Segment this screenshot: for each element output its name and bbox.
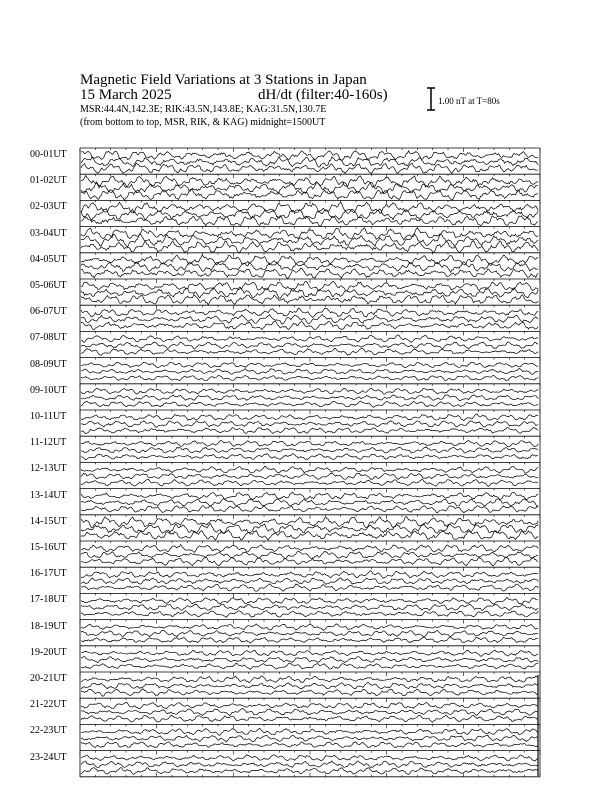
quantity-label: dH/dt (filter:40-160s) [258, 87, 388, 103]
trace-line [81, 441, 538, 447]
traces [81, 151, 538, 776]
scale-bar-label: 1.00 nT at T=80s [438, 96, 500, 106]
trace-line [81, 650, 538, 656]
trace-line [81, 427, 538, 433]
trace-line [81, 689, 538, 696]
trace-line [81, 604, 538, 610]
row-frame [80, 541, 540, 567]
trace-line [81, 375, 538, 380]
row-label: 15-16UT [30, 542, 67, 553]
trace-line [81, 295, 538, 305]
trace-line [81, 189, 538, 200]
trace-line [81, 447, 538, 453]
trace-line [81, 524, 538, 534]
trace-line [81, 473, 538, 479]
row-frame [80, 515, 540, 541]
row-frame [80, 620, 540, 646]
date-label: 15 March 2025 [80, 87, 172, 103]
trace-line [81, 342, 538, 349]
trace-line [81, 401, 538, 407]
row-frame [80, 462, 540, 488]
trace-line [81, 498, 538, 506]
row-label: 21-22UT [30, 699, 67, 711]
trace-line [81, 578, 538, 585]
trace-line [81, 202, 538, 213]
trace-line [81, 708, 538, 715]
row-label: 00-01UT [30, 149, 67, 160]
trace-line [81, 584, 538, 591]
trace-line [81, 234, 538, 246]
chart-title: Magnetic Field Variations at 3 Stations in Japan [80, 72, 367, 88]
trace-line [81, 630, 538, 636]
trace-line [81, 255, 538, 265]
trace-line [81, 657, 538, 663]
row-label: 09-10UT [30, 384, 67, 396]
row-label: 11-12UT [30, 437, 67, 449]
trace-line [81, 545, 538, 553]
trace-line [81, 624, 538, 630]
row-label: 13-14UT [30, 489, 67, 501]
trace-line [81, 728, 538, 735]
trace-line [81, 551, 538, 559]
trace-line [81, 321, 538, 330]
trace-line [81, 421, 538, 428]
trace-line [81, 676, 538, 683]
trace-line [81, 368, 538, 374]
trace-line [81, 151, 538, 161]
trace-line [81, 768, 538, 775]
row-label: 20-21UT [30, 673, 67, 684]
row-label: 06-07UT [30, 306, 67, 318]
row-frame [80, 305, 540, 331]
trace-line [81, 262, 538, 273]
row-label: 12-13UT [30, 463, 67, 475]
trace-line [81, 611, 538, 618]
trace-line [81, 241, 538, 253]
row-label: 22-23UT [30, 725, 67, 737]
trace-line [81, 682, 538, 689]
trace-line [81, 702, 538, 708]
trace-line [81, 314, 538, 324]
row-label: 08-09UT [30, 358, 67, 370]
trace-line [81, 388, 538, 394]
row-frame [80, 358, 540, 384]
trace-line [81, 506, 538, 513]
trace-line [81, 281, 538, 291]
trace-line [81, 735, 538, 742]
trace-line [81, 157, 538, 167]
row-label: 10-11UT [30, 411, 67, 422]
station-coordinates: MSR:44.4N,142.3E; RIK:43.5N,143.8E; KAG:31.5N,130.7E [80, 104, 327, 115]
trace-line [81, 516, 538, 528]
trace-line [81, 663, 538, 669]
trace-line [81, 182, 538, 194]
row-frame [80, 672, 540, 698]
row-label: 07-08UT [30, 332, 67, 344]
row-label: 05-06UT [30, 280, 67, 291]
row-label: 03-04UT [30, 227, 67, 239]
row-label: 04-05UT [30, 253, 67, 265]
trace-line [81, 395, 538, 401]
trace-line [81, 335, 538, 342]
trace-line [81, 268, 538, 278]
trace-line [81, 163, 538, 174]
row-label: 16-17UT [30, 568, 67, 580]
trace-line [81, 362, 538, 368]
scale-bar [427, 88, 435, 110]
row-label: 19-20UT [30, 646, 67, 658]
trace-line [81, 597, 538, 604]
trace-line [81, 755, 538, 762]
trace-line [81, 557, 538, 566]
trace-line [81, 308, 538, 317]
row-label: 02-03UT [30, 201, 67, 213]
row-frame [80, 200, 540, 226]
row-label: 23-24UT [30, 751, 67, 763]
trace-line [81, 414, 538, 421]
row-label: 17-18UT [30, 594, 67, 606]
trace-line [81, 454, 538, 460]
row-label: 01-02UT [30, 175, 67, 187]
trace-line [81, 571, 538, 579]
trace-line [81, 209, 538, 221]
trace-line [81, 761, 538, 768]
row-frame [80, 253, 540, 279]
row-frames [80, 148, 540, 777]
trace-line [81, 348, 538, 355]
trace-line [81, 479, 538, 486]
row-label: 18-19UT [30, 620, 67, 632]
trace-line [81, 175, 538, 187]
trace-line [81, 492, 538, 500]
row-label: 14-15UT [30, 515, 67, 527]
trace-line [81, 715, 538, 722]
trace-line [81, 742, 538, 748]
trace-line [81, 466, 538, 473]
station-order-note: (from bottom to top, MSR, RIK, & KAG) midnight=1500UT [80, 117, 326, 128]
row-frame [80, 698, 540, 724]
trace-line [81, 637, 538, 643]
